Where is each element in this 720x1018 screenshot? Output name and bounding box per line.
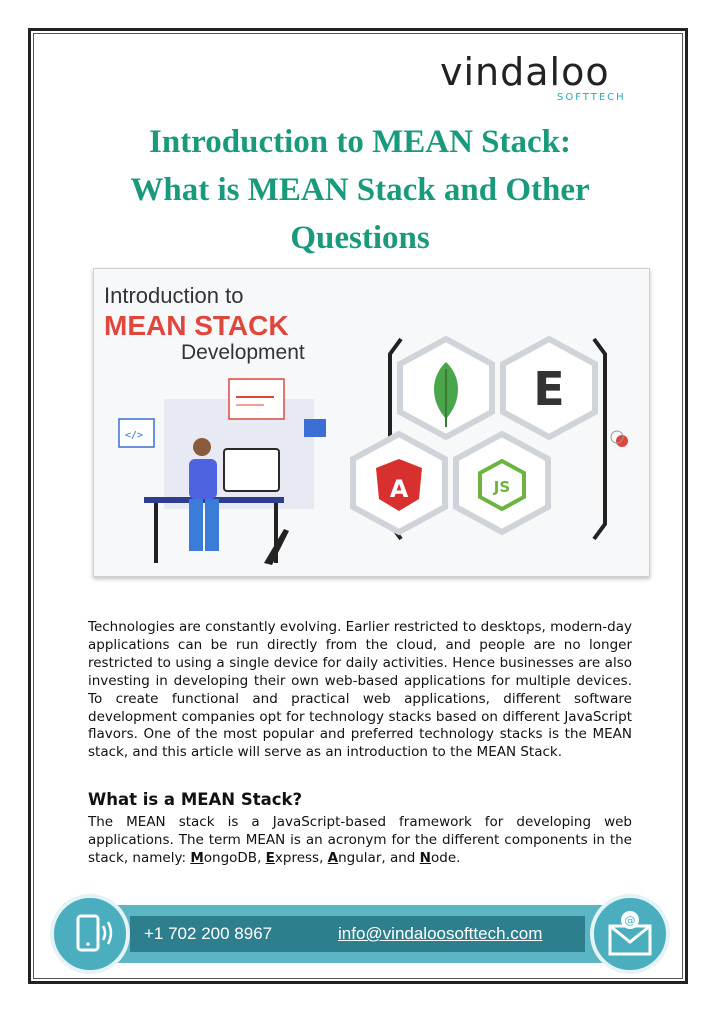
email-link[interactable]: info@vindaloosofttech.com [338, 924, 543, 943]
hero-svg [94, 269, 649, 576]
phone-link[interactable]: +1 702 200 8967 [144, 924, 273, 943]
section-heading: What is a MEAN Stack? [88, 790, 303, 809]
component-initial-a: A [327, 849, 339, 866]
section-text: The MEAN stack is a JavaScript-based framework for developing web applications. The term MEAN is an acronym for the different components in the stack, namely: [88, 814, 632, 866]
hero-illustration [93, 268, 650, 577]
express-letter-icon: E [533, 362, 565, 416]
svg-text:A: A [389, 475, 409, 503]
chat-bubble-icon [304, 419, 326, 437]
section-paragraph: The MEAN stack is a JavaScript-based framework for developing web applications. The term MEAN is an acronym for the different components in the stack, namely: MongoDB, Express, Angular, and Node. [88, 814, 632, 866]
title-line-3: Questions [290, 220, 430, 256]
hero-line-2: MEAN STACK [104, 310, 289, 341]
company-logo [440, 50, 630, 106]
title-line-1: Introduction to MEAN Stack: [149, 124, 571, 160]
hero-line-3: Development [181, 341, 305, 364]
svg-text:JS: JS [493, 478, 511, 496]
contact-footer [50, 890, 670, 978]
laptop-icon [224, 449, 279, 491]
component-initial-m: M [190, 849, 204, 866]
intro-paragraph: Technologies are constantly evolving. Earlier restricted to desktops, modern-day applications can be run directly from the cloud, and people are no longer restricted to using a single device for daily activities. Hence businesses are also investing in developing their own web-based applications for multiple devices. To create functional and practical web applications, different software development companies opt for technology stacks based on different JavaScript flavors. One of the most popular and preferred technology stacks is the MEAN stack, and this article will serve as an introduction to the MEAN Stack. [88, 619, 632, 761]
page-title [60, 118, 660, 262]
component-initial-n: N [419, 849, 431, 866]
svg-text:@: @ [624, 914, 636, 927]
email-badge [590, 894, 670, 974]
code-card [229, 379, 284, 419]
component-initial-e: E [265, 849, 275, 866]
email-envelope-icon [594, 898, 666, 970]
phone-icon [54, 898, 126, 970]
logo-subtitle: SOFTTECH [557, 92, 626, 103]
logo-wordmark: vindaloo [440, 50, 610, 94]
phone-badge [50, 894, 130, 974]
title-line-2: What is MEAN Stack and Other [130, 172, 590, 208]
hero-line-1: Introduction to [104, 283, 244, 308]
svg-text:</>: </> [125, 430, 144, 441]
person-body [189, 459, 217, 499]
person-head [193, 438, 211, 456]
